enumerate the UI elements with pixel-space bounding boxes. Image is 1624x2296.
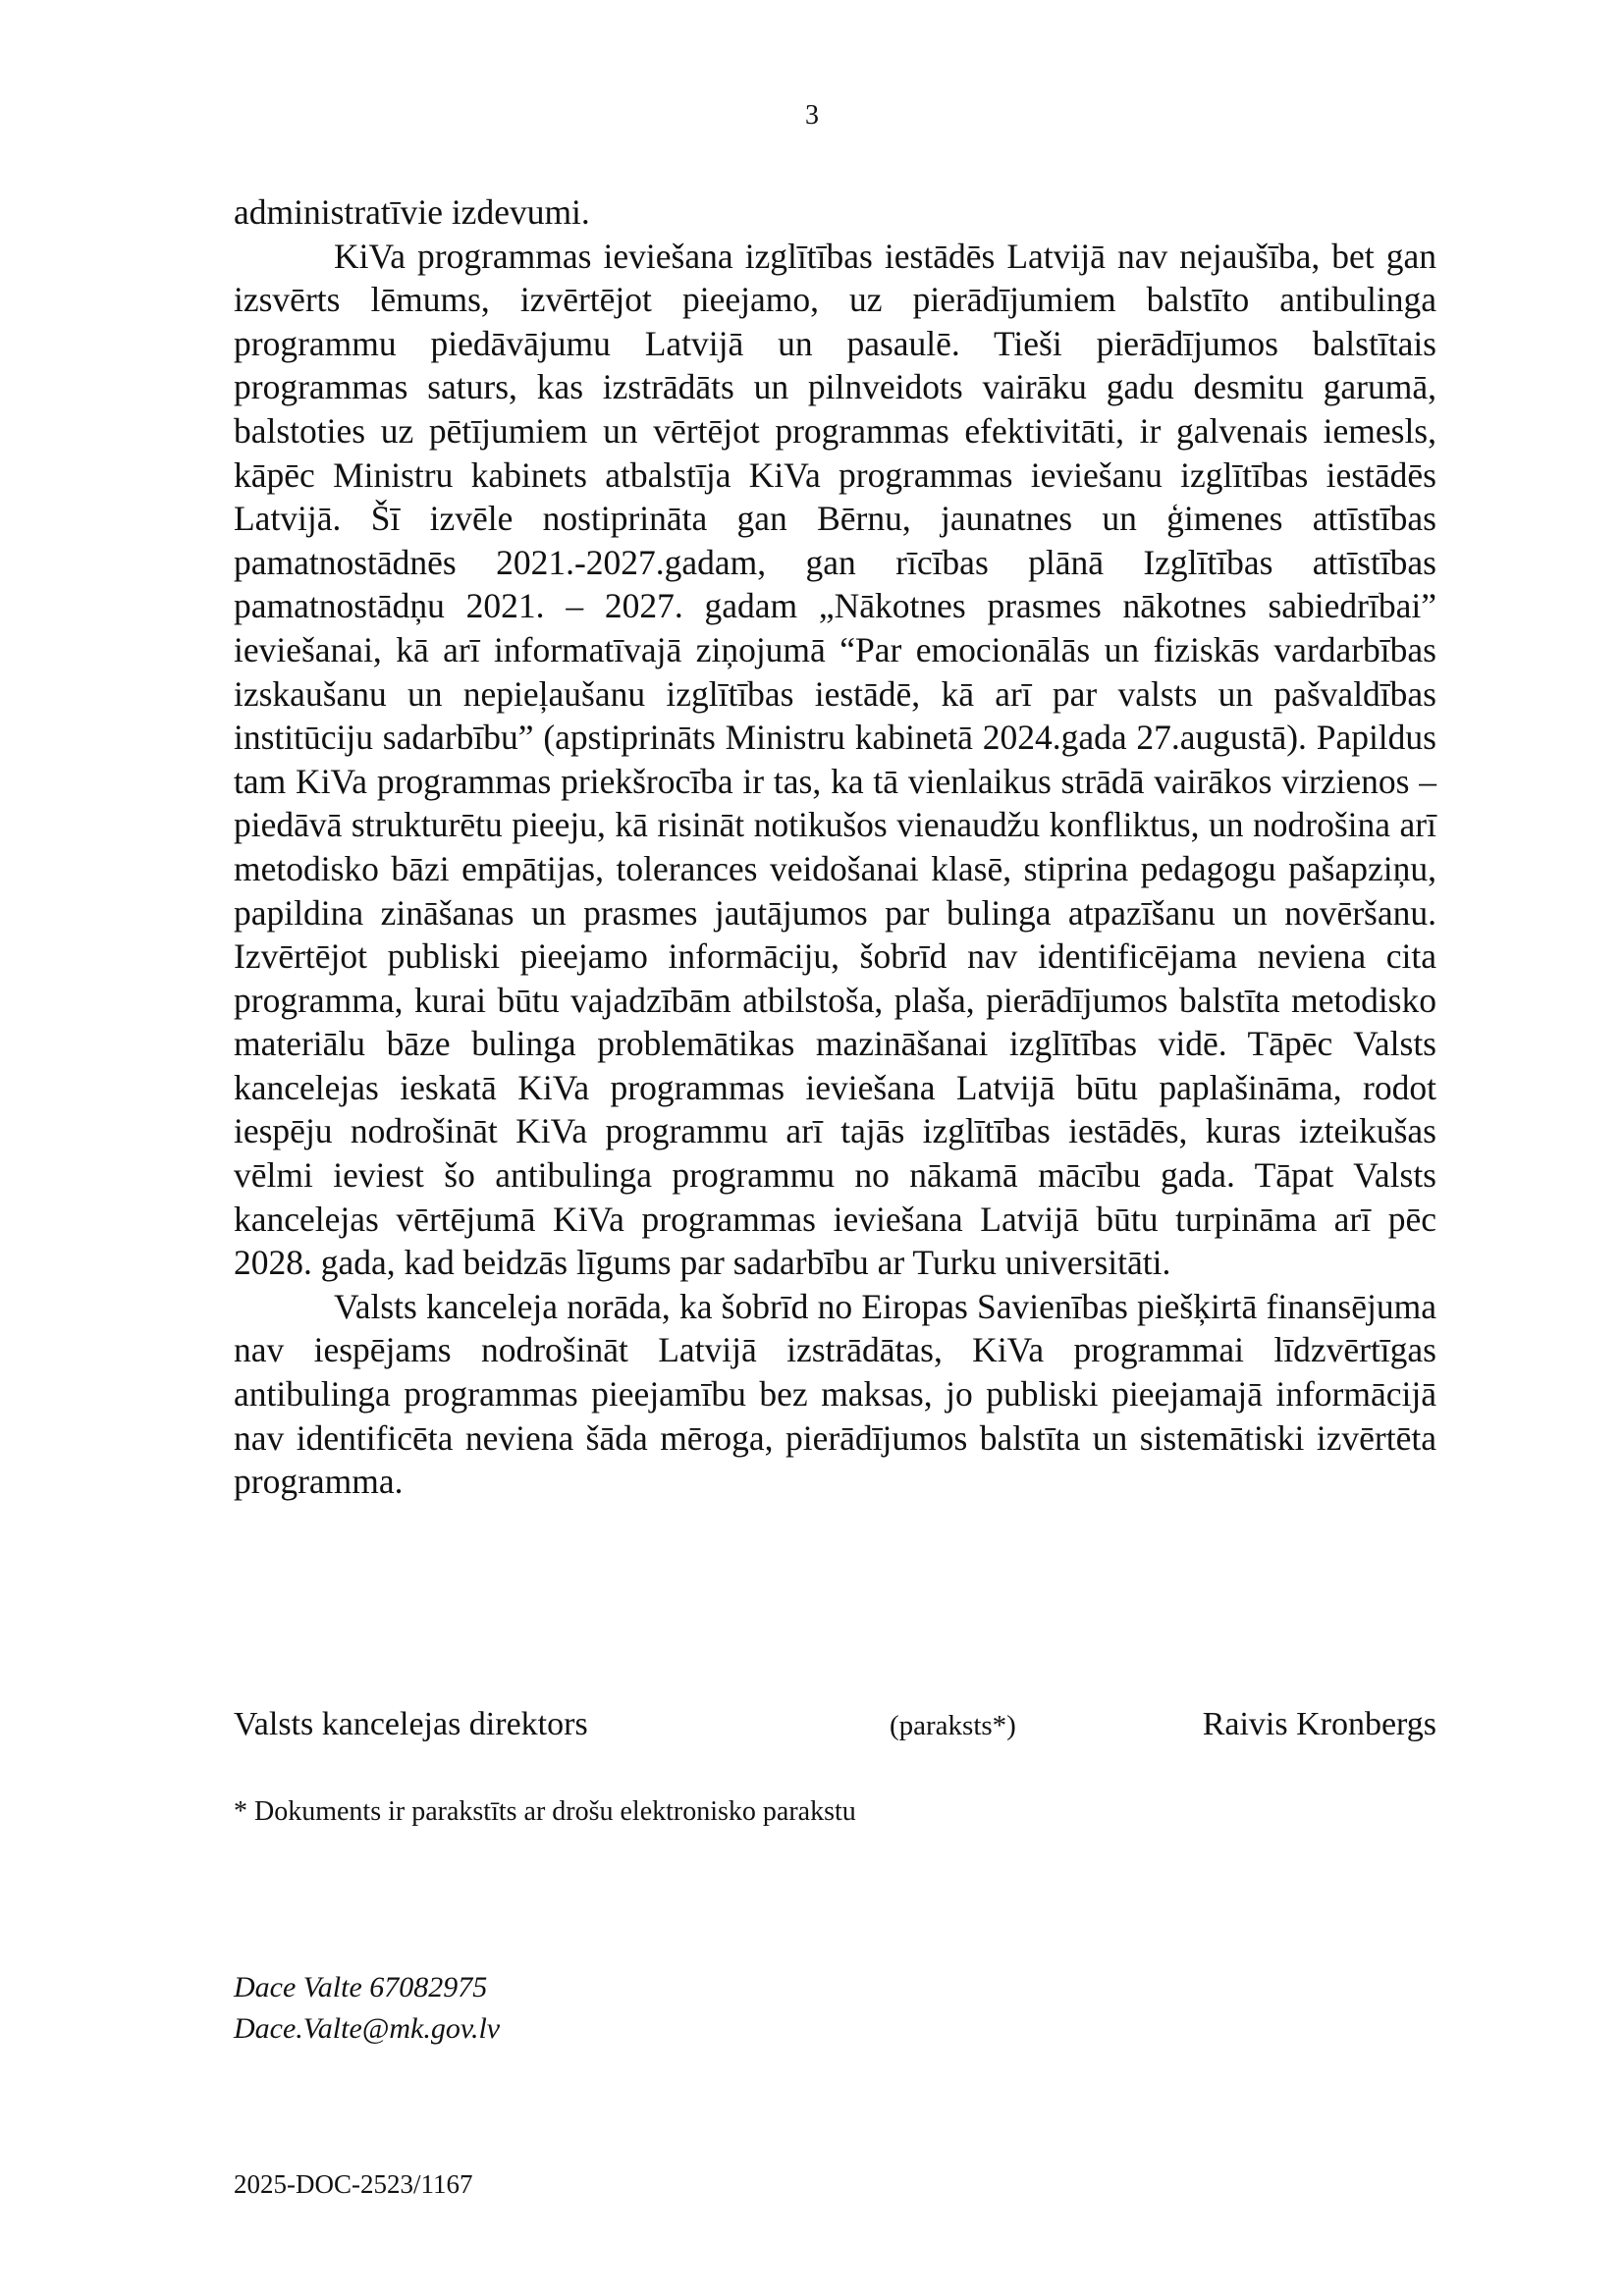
paragraph-kiva-rationale: KiVa programmas ieviešana izglītības iestādēs Latvijā nav nejaušība, bet gan izsvērts lēmums, izvērtējot pieejamo, uz pierādījumiem balstīto antibulinga programmu piedāvājumu Latvijā un pasaulē. Tieši pierādījumos balstītais programmas saturs, kas izstrādāts un pilnveidots vairāku gadu desmitu garumā, balstoties uz pētījumiem un vērtējot programmas efektivitāti, ir galvenais iemesls, kāpēc Ministru kabinets atbalstīja KiVa programmas ieviešanu izglītības iestādēs Latvijā. Šī izvēle nostiprināta gan Bērnu, jaunatnes un ģimenes attīstības pamatnostādnēs 2021.-2027.gadam, gan rīcības plānā Izglītības attīstības pamatnostādņu 2021. – 2027. gadam „Nākotnes prasmes nākotnes sabiedrībai” ieviešanai, kā arī informatīvajā ziņojumā “Par emocionālās un fiziskās vardarbības izskaušanu un nepieļaušanu izglītības iestādē, kā arī par valsts un pašvaldības institūciju sadarbību” (apstiprināts Ministru kabinetā 2024.gada 27.augustā). Papildus tam KiVa programmas priekšrocība ir tas, ka tā vienlaikus strādā vairākos virzienos – piedāvā strukturētu pieeju, kā risināt notikušos vienaudžu konfliktus, un nodrošina arī metodisko bāzi empātijas, tolerances veidošanai klasē, stiprina pedagogu pašapziņu, papildina zināšanas un prasmes jautājumos par bulinga atpazīšanu un novēršanu. Izvērtējot publiski pieejamo informāciju, šobrīd nav identificējama neviena cita programma, kurai būtu vajadzībām atbilstoša, plaša, pierādījumos balstīta metodisko materiālu bāze bulinga problemātikas mazināšanai izglītības vidē. Tāpēc Valsts kancelejas ieskatā KiVa programmas ieviešana Latvijā būtu paplašināma, rodot iespēju nodrošināt KiVa programmu arī tajās izglītības iestādēs, kuras izteikušas vēlmi ieviest šo antibulinga programmu no nākamā mācību gada. Tāpat Valsts kancelejas vērtējumā KiVa programmas ieviešana Latvijā būtu turpināma arī pēc 2028. gada, kad beidzās līgums par sadarbību ar Turku universitāti.	[234, 236, 1436, 1283]
electronic-signature-footnote: * Dokuments ir parakstīts ar drošu elektronisko parakstu	[234, 1796, 856, 1827]
page-number: 3	[805, 100, 819, 131]
signature-placeholder: (paraksts*)	[890, 1710, 1016, 1741]
signatory-name: Raivis Kronbergs	[1202, 1706, 1436, 1742]
letter-body	[234, 190, 1436, 1504]
signatory-title: Valsts kancelejas direktors	[234, 1706, 588, 1742]
contact-block	[234, 1967, 500, 2050]
paragraph-eu-funding: Valsts kanceleja norāda, ka šobrīd no Eiropas Savienības piešķirtā finansējuma nav iespējams nodrošināt Latvijā izstrādātas, KiVa programmai līdzvērtīgas antibulinga programmas pieejamību bez maksas, jo publiski pieejamajā informācijā nav identificēta neviena šāda mēroga, pierādījumos balstīta un sistemātiski izvērtēta programma.	[234, 1286, 1436, 1502]
paragraph-continuation: administratīvie izdevumi.	[234, 192, 590, 232]
contact-name-phone: Dace Valte 67082975	[234, 1971, 488, 2003]
signature-block	[234, 1706, 1436, 1755]
document-number: 2025-DOC-2523/1167	[234, 2169, 473, 2199]
contact-email: Dace.Valte@mk.gov.lv	[234, 2012, 501, 2045]
